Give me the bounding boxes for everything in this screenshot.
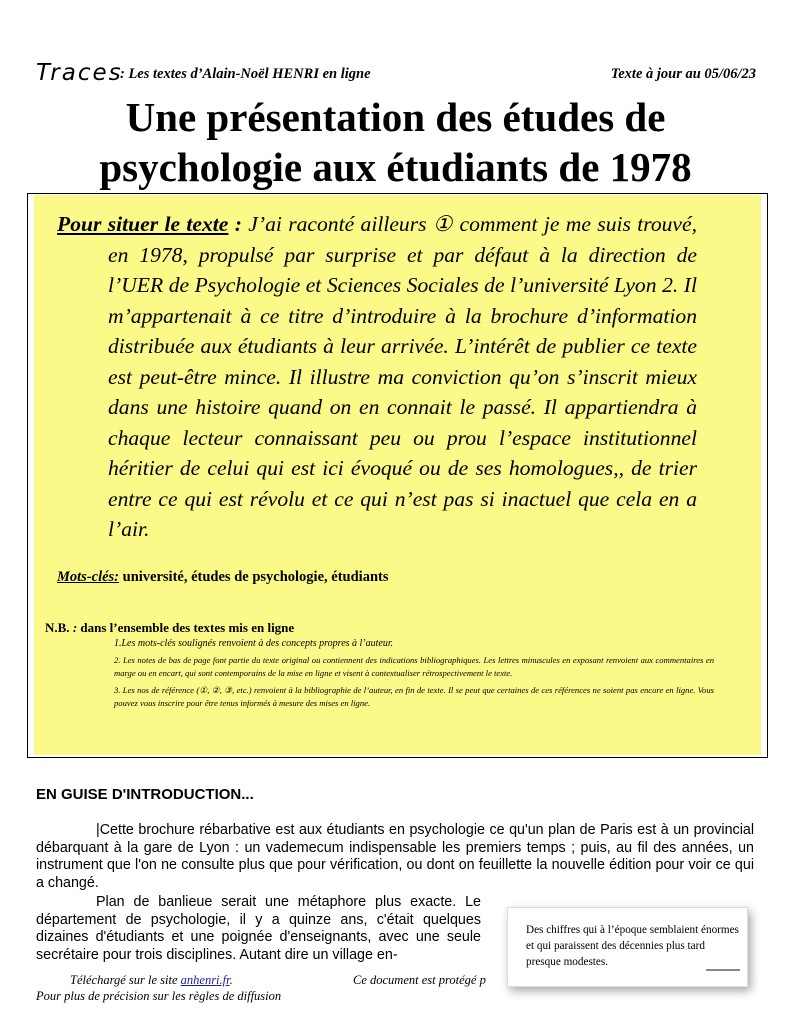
header-subtitle: : Les textes d’Alain-Noël HENRI en ligne [120, 66, 371, 82]
margin-note-card [507, 907, 748, 987]
nb-item-2: 2. Les notes de bas de page font partie du texte original ou contiennent des indications bibliographiques. Les lettres minuscules en exposant renvoient aux commentaires en marge ou en encart, qui sont contemporains de la mise en ligne et visent à contextualiser rétrospectivement le texte. [114, 654, 714, 678]
body-text-2: Plan de banlieue serait une métaphore plus exacte. Le département de psychologie, il y a quinze ans, c'était quelques dizaines d'étudiants et une poignée d'enseignants, avec une seule secrétaire pour trois disciplines. Autant dire un village en- [36, 894, 481, 963]
nb-colon: : [69, 620, 78, 635]
nb-label: N.B. [45, 620, 70, 635]
section-heading: EN GUISE D'INTRODUCTION... [36, 786, 254, 803]
keywords-label: Mots-clés: [57, 569, 120, 585]
situer-colon: : [228, 212, 242, 236]
margin-note-rule [706, 969, 740, 971]
title-line-2: psychologie aux étudiants de 1978 [99, 144, 692, 190]
footer-download [70, 973, 233, 988]
body-paragraph-1 [36, 822, 754, 892]
traces-logo: Traces [36, 60, 123, 86]
keywords-line [57, 569, 388, 586]
body-paragraph-2 [36, 894, 481, 964]
keywords-value: université, études de psychologie, étudiants [122, 569, 389, 585]
page-header [36, 60, 756, 86]
nb-text: dans l’ensemble des textes mis en ligne [77, 620, 295, 635]
header-updated-date: Texte à jour au 05/06/23 [610, 66, 756, 82]
footer-download-end: . [229, 973, 233, 987]
nb-item-1: 1.Les mots-clés soulignés renvoient à des concepts propres à l’auteur. [114, 638, 394, 649]
situer-text: J’ai raconté ailleurs ① comment je me suis trouvé, en 1978, propulsé par surprise et par défaut à la direction de l’UER de Psychologie et Sciences Sociales de l’université Lyon 2. Il m’appartenait à ce titre d’introduire à la brochure d’information distribuée aux étudiants à leur arrivée. L’intérêt de publier ce texte est peut-être mince. Il illustre ma conviction qu’on s’inscrit mieux dans une histoire quand on en connait le passé. Il appartiendra à chaque lecteur connaissant peu ou prou l’espace institutionnel héritier de celui qui est ici évoqué ou de ses homologues,, de trier entre ce qui est révolu et ce qui n’est pas si inactuel que cela en a l’air. [108, 212, 698, 541]
nb-list [114, 637, 714, 714]
footer-download-label: Téléchargé sur le site [70, 973, 181, 987]
footer-precision: Pour plus de précision sur les règles de diffusion [36, 989, 282, 1003]
situer-paragraph [57, 209, 697, 545]
nb-item-3: 3. Les nos de référence (①, ②, ③, etc.) renvoient à la bibliographie de l’auteur, en fin de texte. Il se peut que certaines de ces références ne soient pas encore en ligne. Vous pouvez vous inscrire pour être tenus informés à mesure des mises en ligne. [114, 684, 714, 708]
page-title [0, 92, 791, 192]
title-line-1: Une présentation des études de [125, 94, 666, 140]
margin-note-text: Des chiffres qui à l’époque semblaient énormes et qui paraissent des décennies plus tard presque modestes. [526, 924, 739, 968]
nb-heading [45, 620, 294, 636]
situer-label: Pour situer le texte [57, 212, 229, 236]
footer-protected: Ce document est protégé p [353, 973, 486, 987]
footer-site-link[interactable]: anhenri.fr [180, 973, 230, 987]
body-text-1: |Cette brochure rébarbative est aux étudiants en psychologie ce qu'un plan de Paris est à un provincial débarquant à la gare de Lyon : un vademecum indispensable les premiers temps ; puis, au fil des années, un instrument que l'on ne consulte plus que pour vérification, ou dont on feuillette la nouvelle édition pour voir ce qui a changé. [36, 822, 754, 891]
